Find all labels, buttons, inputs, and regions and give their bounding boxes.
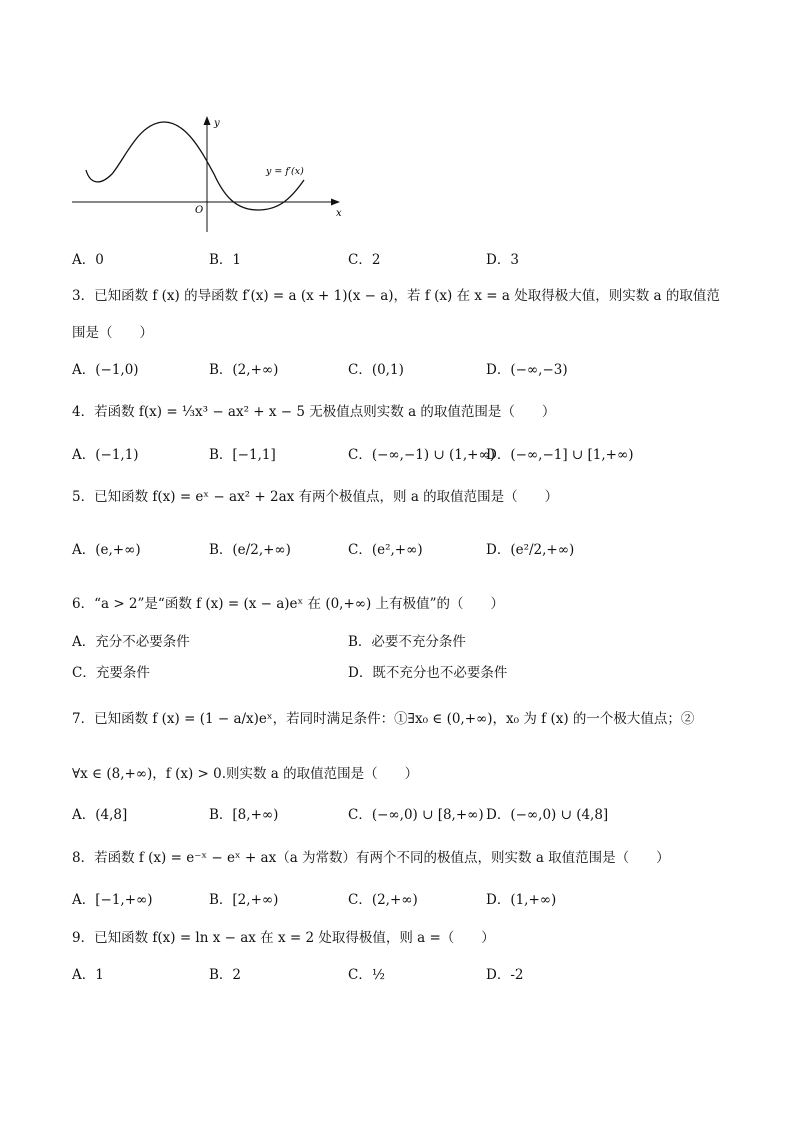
q7-stem-line2: ∀x ∈ (8,+∞)，f (x) > 0.则实数 a 的取值范围是（ ） — [72, 766, 419, 782]
q6-option-d[interactable]: D．既不充分也不必要条件 — [348, 665, 508, 681]
q3-option-d[interactable]: D．(−∞,−3) — [486, 362, 568, 378]
q5-option-b[interactable]: B．(e/2,+∞) — [209, 542, 291, 558]
q5-option-d[interactable]: D．(e²/2,+∞) — [486, 542, 575, 558]
y-axis-label: y — [214, 118, 220, 129]
x-axis-label: x — [336, 208, 342, 219]
q9-option-c[interactable]: C．½ — [348, 967, 385, 983]
origin-label: O — [195, 205, 204, 216]
q9-option-b[interactable]: B．2 — [209, 967, 242, 983]
q7-stem-line1: 7．已知函数 f (x) = (1 − a/x)eˣ，若同时满足条件：①∃x₀ ∈ (0,+∞)，x₀ 为 f (x) 的一个极大值点；② — [72, 711, 695, 727]
q8-option-d[interactable]: D．(1,+∞) — [486, 892, 557, 908]
q4-stem: 4．若函数 f(x) = ⅓x³ − ax² + x − 5 无极值点则实数 a 的取值范围是（ ） — [72, 404, 556, 420]
q4-option-a[interactable]: A．(−1,1) — [72, 447, 139, 463]
q7-option-c[interactable]: C．(−∞,0) ∪ [8,+∞) — [348, 807, 484, 823]
q5-option-a[interactable]: A．(e,+∞) — [72, 542, 141, 558]
q8-option-c[interactable]: C．(2,+∞) — [348, 892, 418, 908]
q5-option-c[interactable]: C．(e²,+∞) — [348, 542, 423, 558]
q4-option-d[interactable]: D．(−∞,−1] ∪ [1,+∞) — [486, 447, 634, 463]
q7-option-b[interactable]: B．[8,+∞) — [209, 807, 279, 823]
q7-option-a[interactable]: A．(4,8] — [72, 807, 128, 823]
q3-option-a[interactable]: A．(−1,0) — [72, 362, 139, 378]
q8-stem: 8．若函数 f (x) = e⁻ˣ − eˣ + ax（a 为常数）有两个不同的极值点，则实数 a 取值范围是（ ） — [72, 850, 670, 866]
q3-stem-line1: 3．已知函数 f (x) 的导函数 f′(x) = a (x + 1)(x − a)，若 f (x) 在 x = a 处取得极大值，则实数 a 的取值范 — [72, 288, 720, 304]
q9-option-d[interactable]: D．-2 — [486, 967, 524, 983]
q7-option-d[interactable]: D．(−∞,0) ∪ (4,8] — [486, 807, 609, 823]
q9-stem: 9．已知函数 f(x) = ln x − ax 在 x = 2 处取得极值，则 a =（ ） — [72, 930, 495, 946]
x-axis-arrow — [331, 199, 340, 206]
curve-label: y = f′(x) — [266, 166, 304, 177]
q2-option-b[interactable]: B．1 — [209, 252, 242, 268]
q6-stem: 6．“a > 2”是“函数 f (x) = (x − a)eˣ 在 (0,+∞) 上有极值”的（ ） — [72, 596, 504, 612]
q2-option-d[interactable]: D．3 — [486, 252, 519, 268]
q8-option-b[interactable]: B．[2,+∞) — [209, 892, 279, 908]
y-axis-arrow — [204, 116, 211, 125]
q4-option-b[interactable]: B．[−1,1] — [209, 447, 276, 463]
q3-option-b[interactable]: B．(2,+∞) — [209, 362, 279, 378]
q9-option-a[interactable]: A．1 — [72, 967, 104, 983]
q8-option-a[interactable]: A．[−1,+∞) — [72, 892, 153, 908]
q5-stem: 5．已知函数 f(x) = eˣ − ax² + 2ax 有两个极值点，则 a 的取值范围是（ ） — [72, 489, 559, 505]
q2-option-c[interactable]: C．2 — [348, 252, 381, 268]
q6-option-b[interactable]: B．必要不充分条件 — [348, 634, 466, 650]
derivative-graph — [68, 112, 348, 234]
q3-option-c[interactable]: C．(0,1) — [348, 362, 404, 378]
q3-stem-line2: 围是（ ） — [72, 325, 153, 341]
q6-option-a[interactable]: A．充分不必要条件 — [72, 634, 190, 650]
q4-option-c[interactable]: C．(−∞,−1) ∪ (1,+∞) — [348, 447, 495, 463]
q2-option-a[interactable]: A．0 — [72, 252, 104, 268]
q6-option-c[interactable]: C．充要条件 — [72, 665, 150, 681]
